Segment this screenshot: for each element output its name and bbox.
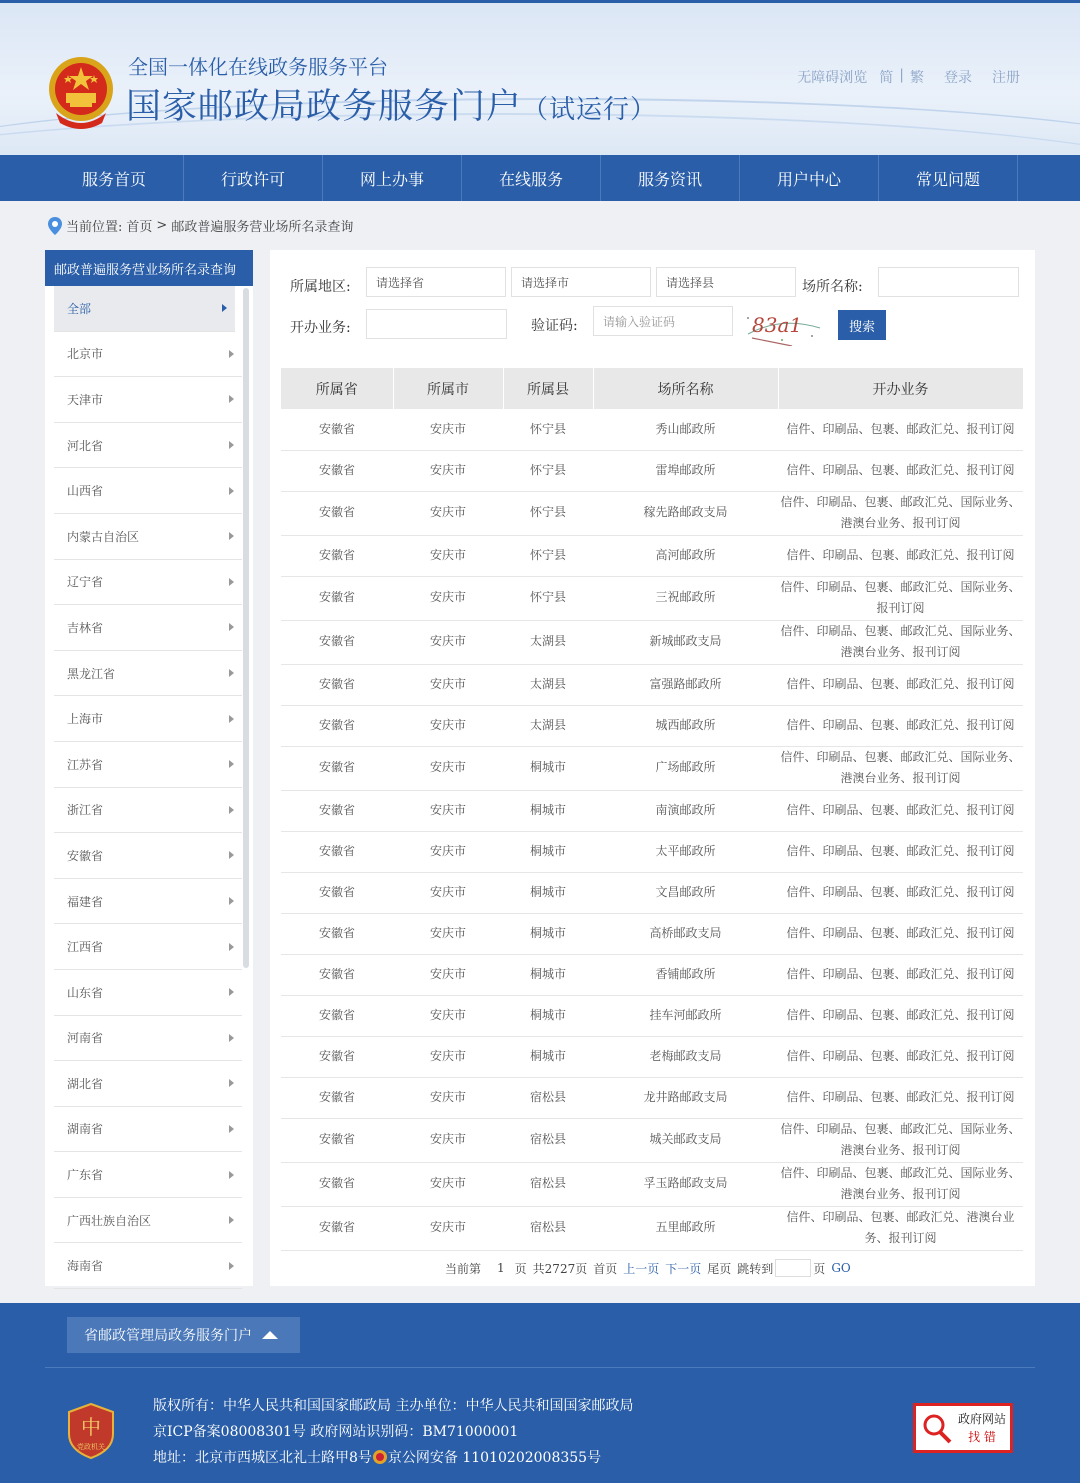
cell-province: 安徽省 [281,450,393,491]
sidebar-item-label: 湖北省 [67,1076,104,1091]
main-nav [0,155,1080,201]
sidebar-item-hebei[interactable] [54,423,242,469]
cell-place-name: 孚玉路邮政支局 [593,1162,778,1206]
portal-title [126,79,657,129]
region-list [54,286,242,1289]
sidebar-item-label: 广西壮族自治区 [67,1213,152,1228]
find-error-text [958,1410,1006,1446]
region-sidebar [45,250,253,1286]
sidebar-item-label: 福建省 [67,894,104,909]
region-label: 所属地区: [290,279,351,295]
pager-first-link[interactable]: 首页 [593,1261,618,1276]
table-row [281,746,1023,790]
traditional-chinese-link[interactable]: 繁 [910,70,924,86]
cell-place-name: 广场邮政所 [593,746,778,790]
sidebar-item-label: 江西省 [67,940,104,955]
cell-place-name: 稼先路邮政支局 [593,491,778,535]
cell-province: 安徽省 [281,1036,393,1077]
table-row [281,1206,1023,1250]
cell-city: 安庆市 [393,790,503,831]
cell-place-name: 挂车河邮政所 [593,995,778,1036]
login-link[interactable]: 登录 [944,70,972,86]
sidebar-item-label: 江苏省 [67,757,104,772]
column-header-place-name: 场所名称 [593,368,778,409]
sidebar-item-label: 内蒙古自治区 [67,529,140,544]
nav-item-user-center[interactable]: 用户中心 [740,155,879,201]
nav-item-online-service[interactable]: 在线服务 [462,155,601,201]
cell-county: 宿松县 [503,1118,593,1162]
cell-business: 信件、印刷品、包裹、邮政汇兑、报刊订阅 [778,1077,1023,1118]
column-header-city: 所属市 [393,368,503,409]
sidebar-item-label: 湖南省 [67,1122,104,1137]
nav-item-admin-license[interactable]: 行政许可 [184,155,323,201]
cell-county: 桐城市 [503,790,593,831]
cell-business: 信件、印刷品、包裹、邮政汇兑、国际业务、港澳台业务、报刊订阅 [778,746,1023,790]
cell-province: 安徽省 [281,664,393,705]
cell-province: 安徽省 [281,1118,393,1162]
cell-place-name: 老梅邮政支局 [593,1036,778,1077]
police-badge-icon [372,1449,388,1465]
table-row [281,913,1023,954]
cell-place-name: 高河邮政所 [593,535,778,576]
site-header [0,0,1080,155]
cell-city: 安庆市 [393,409,503,450]
table-row [281,450,1023,491]
cell-business: 信件、印刷品、包裹、邮政汇兑、港澳台业务、报刊订阅 [778,1206,1023,1250]
cell-business: 信件、印刷品、包裹、邮政汇兑、报刊订阅 [778,954,1023,995]
cell-county: 桐城市 [503,1036,593,1077]
table-row [281,491,1023,535]
provincial-portal-button[interactable] [67,1317,300,1353]
business-label: 开办业务: [290,320,351,336]
sidebar-item-label: 北京市 [67,347,104,362]
nav-item-faq[interactable]: 常见问题 [879,155,1018,201]
chevron-right-icon [229,578,234,586]
cell-place-name: 太平邮政所 [593,831,778,872]
magnifier-icon [920,1411,954,1445]
sidebar-item-zhejiang[interactable] [54,788,242,834]
sidebar-item-label: 吉林省 [67,620,104,635]
cell-business: 信件、印刷品、包裹、邮政汇兑、报刊订阅 [778,409,1023,450]
table-row [281,790,1023,831]
sidebar-item-hainan[interactable] [54,1243,242,1289]
cell-place-name: 雷埠邮政所 [593,450,778,491]
table-row [281,664,1023,705]
sidebar-item-label: 上海市 [67,712,104,727]
cell-business: 信件、印刷品、包裹、邮政汇兑、报刊订阅 [778,705,1023,746]
cell-business: 信件、印刷品、包裹、邮政汇兑、国际业务、港澳台业务、报刊订阅 [778,491,1023,535]
cell-city: 安庆市 [393,664,503,705]
captcha-text: 83a1 [752,313,803,337]
cell-county: 怀宁县 [503,576,593,620]
breadcrumb-separator: > [156,218,168,233]
cell-city: 安庆市 [393,995,503,1036]
cell-city: 安庆市 [393,705,503,746]
sidebar-item-label: 浙江省 [67,803,104,818]
place-name-label: 场所名称: [802,279,863,295]
table-row [281,1036,1023,1077]
cell-city: 安庆市 [393,831,503,872]
chevron-right-icon [229,1171,234,1179]
cell-province: 安徽省 [281,576,393,620]
sidebar-item-shandong[interactable] [54,970,242,1016]
cell-city: 安庆市 [393,1077,503,1118]
pager-next-link[interactable]: 下一页 [665,1261,702,1276]
cell-county: 桐城市 [503,954,593,995]
cell-business: 信件、印刷品、包裹、邮政汇兑、报刊订阅 [778,535,1023,576]
lang-separator: | [899,67,904,83]
pager-current-page: 1 [497,1261,505,1275]
cell-county: 桐城市 [503,995,593,1036]
cell-place-name: 南演邮政所 [593,790,778,831]
pager-page-unit: 页 [514,1261,527,1276]
cell-county: 怀宁县 [503,450,593,491]
chevron-right-icon [229,532,234,540]
results-table [281,368,1024,1251]
cell-county: 太湖县 [503,705,593,746]
find-error-line1: 政府网站 [958,1412,1007,1426]
sidebar-item-tianjin[interactable] [54,377,242,423]
cell-city: 安庆市 [393,872,503,913]
chevron-right-icon [229,897,234,905]
city-select[interactable]: 请选择市 [511,267,651,297]
find-error-line2: 找 错 [968,1430,996,1444]
pagination [445,1259,851,1277]
chevron-right-icon [229,1125,234,1133]
chevron-right-icon [229,715,234,723]
cell-city: 安庆市 [393,491,503,535]
chevron-right-icon [229,1034,234,1042]
sidebar-item-label: 河南省 [67,1031,104,1046]
sidebar-item-hunan[interactable] [54,1107,242,1153]
cell-province: 安徽省 [281,409,393,450]
footer-address [153,1445,633,1471]
column-header-business: 开办业务 [778,368,1023,409]
cell-business: 信件、印刷品、包裹、邮政汇兑、国际业务、报刊订阅 [778,576,1023,620]
nav-item-online-affairs[interactable]: 网上办事 [323,155,462,201]
chevron-right-icon [229,806,234,814]
party-government-badge-icon[interactable] [66,1402,116,1460]
cell-place-name: 龙井路邮政支局 [593,1077,778,1118]
footer-police-record[interactable]: 京公网安备 11010202008355号 [387,1450,602,1466]
sidebar-item-guangxi[interactable] [54,1198,242,1244]
table-row [281,995,1023,1036]
pager-go-button[interactable]: GO [831,1261,851,1275]
cell-province: 安徽省 [281,746,393,790]
sidebar-item-label: 河北省 [67,438,104,453]
chevron-right-icon [229,851,234,859]
cell-place-name: 城西邮政所 [593,705,778,746]
footer-divider [45,1367,1035,1368]
pager-current-prefix: 当前第 [445,1261,482,1276]
cell-business: 信件、印刷品、包裹、邮政汇兑、报刊订阅 [778,450,1023,491]
table-row [281,535,1023,576]
pager-jump-label: 跳转到 [737,1261,774,1276]
chevron-right-icon [229,487,234,495]
cell-city: 安庆市 [393,1118,503,1162]
search-button[interactable]: 搜索 [838,310,886,340]
chevron-right-icon [229,350,234,358]
cell-county: 宿松县 [503,1206,593,1250]
table-row [281,954,1023,995]
table-row [281,705,1023,746]
cell-county: 怀宁县 [503,409,593,450]
cell-business: 信件、印刷品、包裹、邮政汇兑、报刊订阅 [778,831,1023,872]
captcha-label: 验证码: [531,318,578,334]
cell-county: 宿松县 [503,1077,593,1118]
cell-place-name: 三祝邮政所 [593,576,778,620]
sidebar-item-shanxi[interactable] [54,468,242,514]
cell-business: 信件、印刷品、包裹、邮政汇兑、报刊订阅 [778,872,1023,913]
provincial-portal-label: 省邮政管理局政务服务门户 [84,1328,252,1344]
table-row [281,576,1023,620]
nav-item-service-news[interactable]: 服务资讯 [601,155,740,201]
cell-city: 安庆市 [393,576,503,620]
chevron-right-icon [229,395,234,403]
cell-county: 桐城市 [503,831,593,872]
sidebar-item-inner-mongolia[interactable] [54,514,242,560]
sidebar-item-anhui[interactable] [54,833,242,879]
table-row [281,409,1023,450]
sidebar-item-label: 海南省 [67,1259,104,1274]
pager-jump-input[interactable] [775,1259,811,1277]
cell-city: 安庆市 [393,746,503,790]
top-links [791,67,1026,87]
sidebar-item-shanghai[interactable] [54,696,242,742]
sidebar-item-hubei[interactable] [54,1061,242,1107]
column-header-county: 所属县 [503,368,593,409]
captcha-input[interactable]: 请输入验证码 [593,306,733,336]
table-row [281,1077,1023,1118]
province-select[interactable]: 请选择省 [366,267,506,297]
cell-place-name: 城关邮政支局 [593,1118,778,1162]
chevron-right-icon [229,760,234,768]
cell-city: 安庆市 [393,535,503,576]
cell-county: 太湖县 [503,620,593,664]
pager-total: 共2727页 [532,1261,588,1276]
cell-province: 安徽省 [281,1077,393,1118]
chevron-right-icon [229,943,234,951]
chevron-right-icon [229,669,234,677]
breadcrumb-home[interactable]: 首页 [126,220,153,235]
accessible-browse-link[interactable]: 无障碍浏览 [797,70,868,86]
cell-place-name: 高桥邮政支局 [593,913,778,954]
cell-province: 安徽省 [281,872,393,913]
chevron-up-icon [262,1331,278,1339]
table-row [281,831,1023,872]
platform-slogan: 全国一体化在线政务服务平台 [128,55,388,79]
pager-last-link[interactable]: 尾页 [707,1261,732,1276]
query-panel [270,250,1035,1286]
cell-province: 安徽省 [281,535,393,576]
sidebar-item-guangdong[interactable] [54,1152,242,1198]
cell-business: 信件、印刷品、包裹、邮政汇兑、报刊订阅 [778,664,1023,705]
chevron-right-icon [229,1216,234,1224]
cell-city: 安庆市 [393,1036,503,1077]
cell-province: 安徽省 [281,491,393,535]
breadcrumb-label: 当前位置: [66,220,123,235]
national-emblem-icon [46,53,116,129]
cell-business: 信件、印刷品、包裹、邮政汇兑、报刊订阅 [778,913,1023,954]
table-row [281,1118,1023,1162]
column-header-province: 所属省 [281,368,393,409]
sidebar-item-all[interactable] [54,286,235,332]
sidebar-title: 邮政普遍服务营业场所名录查询 [45,250,253,286]
register-link[interactable]: 注册 [992,70,1020,86]
footer-icp: 京ICP备案08008301号 政府网站识别码：BM71000001 [153,1424,519,1440]
cell-place-name: 新城邮政支局 [593,620,778,664]
table-row [281,620,1023,664]
badge-text: 党政机关 [77,1443,105,1451]
captcha-image[interactable] [742,306,824,346]
table-header-row [281,368,1023,409]
pager-prev-link[interactable]: 上一页 [623,1261,660,1276]
cell-city: 安庆市 [393,450,503,491]
chevron-right-icon [229,988,234,996]
sidebar-item-label: 全部 [67,301,92,316]
sidebar-item-label: 山东省 [67,985,104,1000]
footer-info [153,1393,633,1471]
chevron-right-icon [229,441,234,449]
sidebar-item-label: 辽宁省 [67,575,104,590]
breadcrumb-current: 邮政普遍服务营业场所名录查询 [171,220,354,235]
sidebar-item-liaoning[interactable] [54,560,242,606]
cell-place-name: 五里邮政所 [593,1206,778,1250]
cell-city: 安庆市 [393,620,503,664]
chevron-right-icon [229,1262,234,1270]
find-error-button[interactable] [913,1403,1013,1453]
cell-place-name: 文昌邮政所 [593,872,778,913]
cell-province: 安徽省 [281,705,393,746]
cell-county: 太湖县 [503,664,593,705]
cell-province: 安徽省 [281,995,393,1036]
sidebar-item-jiangsu[interactable] [54,742,242,788]
cell-county: 桐城市 [503,872,593,913]
sidebar-item-label: 黑龙江省 [67,666,116,681]
svg-text:中: 中 [81,1415,101,1439]
sidebar-item-label: 安徽省 [67,848,104,863]
sidebar-scrollbar[interactable] [243,288,249,968]
breadcrumb [48,216,353,235]
cell-province: 安徽省 [281,620,393,664]
location-pin-icon [48,217,62,235]
cell-city: 安庆市 [393,1162,503,1206]
cell-business: 信件、印刷品、包裹、邮政汇兑、国际业务、港澳台业务、报刊订阅 [778,1162,1023,1206]
sidebar-item-label: 山西省 [67,484,104,499]
chevron-right-icon [229,1079,234,1087]
portal-title-suffix: （试运行） [522,95,658,125]
cell-city: 安庆市 [393,913,503,954]
chevron-right-icon [229,623,234,631]
nav-item-home[interactable]: 服务首页 [45,155,184,201]
business-input[interactable] [366,309,507,339]
cell-county: 怀宁县 [503,535,593,576]
sidebar-item-label: 天津市 [67,392,104,407]
sidebar-item-henan[interactable] [54,1016,242,1062]
table-row [281,1162,1023,1206]
cell-province: 安徽省 [281,954,393,995]
cell-county: 桐城市 [503,746,593,790]
footer-address-text: 地址：北京市西城区北礼士路甲8号 [153,1450,372,1466]
county-select[interactable]: 请选择县 [656,267,796,297]
cell-place-name: 秀山邮政所 [593,409,778,450]
cell-province: 安徽省 [281,831,393,872]
footer-copyright: 版权所有：中华人民共和国国家邮政局 主办单位：中华人民共和国国家邮政局 [153,1398,634,1414]
cell-county: 宿松县 [503,1162,593,1206]
portal-title-main: 国家邮政局政务服务门户 [126,87,523,127]
sidebar-item-fujian[interactable] [54,879,242,925]
cell-business: 信件、印刷品、包裹、邮政汇兑、国际业务、港澳台业务、报刊订阅 [778,620,1023,664]
pager-jump-unit: 页 [813,1261,826,1276]
cell-place-name: 富强路邮政所 [593,664,778,705]
sidebar-item-jilin[interactable] [54,605,242,651]
cell-business: 信件、印刷品、包裹、邮政汇兑、报刊订阅 [778,790,1023,831]
cell-place-name: 香铺邮政所 [593,954,778,995]
cell-business: 信件、印刷品、包裹、邮政汇兑、国际业务、港澳台业务、报刊订阅 [778,1118,1023,1162]
sidebar-item-label: 广东省 [67,1168,104,1183]
chevron-right-icon [222,304,227,312]
sidebar-item-beijing[interactable] [54,332,242,378]
cell-city: 安庆市 [393,954,503,995]
simplified-chinese-link[interactable]: 简 [879,70,894,86]
sidebar-item-jiangxi[interactable] [54,924,242,970]
cell-business: 信件、印刷品、包裹、邮政汇兑、报刊订阅 [778,1036,1023,1077]
place-name-input[interactable] [878,267,1019,297]
sidebar-item-heilongjiang[interactable] [54,651,242,697]
cell-county: 桐城市 [503,913,593,954]
cell-province: 安徽省 [281,913,393,954]
cell-business: 信件、印刷品、包裹、邮政汇兑、报刊订阅 [778,995,1023,1036]
cell-province: 安徽省 [281,1162,393,1206]
cell-province: 安徽省 [281,1206,393,1250]
cell-city: 安庆市 [393,1206,503,1250]
cell-province: 安徽省 [281,790,393,831]
cell-county: 怀宁县 [503,491,593,535]
site-footer [0,1303,1080,1483]
table-row [281,872,1023,913]
